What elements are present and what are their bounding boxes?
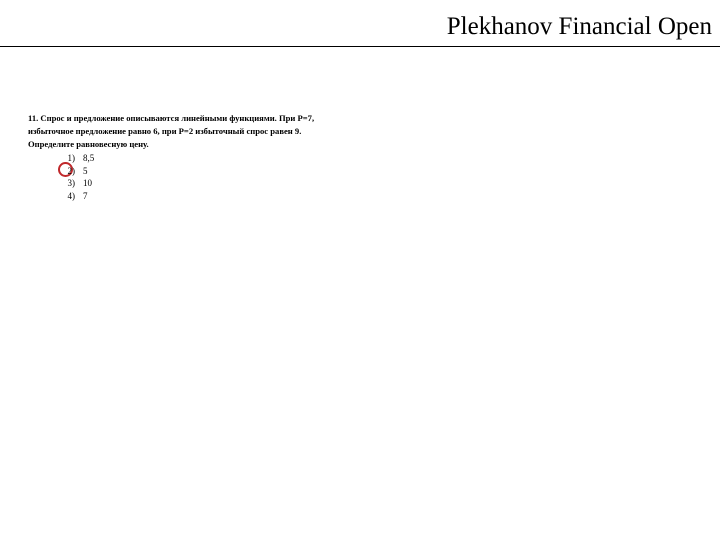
answer-number: 3) bbox=[67, 178, 75, 188]
answer-value: 10 bbox=[83, 178, 92, 188]
answer-value: 7 bbox=[83, 190, 88, 201]
answer-value: 5 bbox=[83, 165, 88, 176]
answer-option-1 bbox=[28, 152, 338, 165]
slide-title: Plekhanov Financial Open bbox=[446, 13, 712, 40]
answer-number: 1) bbox=[67, 153, 75, 163]
answer-number: 4) bbox=[67, 190, 75, 201]
answer-option-3 bbox=[28, 177, 338, 190]
answer-option-2 bbox=[28, 165, 338, 178]
answer-option-4 bbox=[28, 190, 338, 203]
question-block bbox=[28, 112, 338, 202]
header-divider bbox=[0, 46, 720, 47]
question-text: 11. Спрос и предложение описываются линейными функциями. При Р=7, избыточное предложение равно 6, при Р=2 избыточный спрос равен 9. Определите равновесную цену. bbox=[28, 113, 315, 149]
slide-header bbox=[0, 0, 720, 47]
answer-list bbox=[28, 152, 338, 202]
answer-value: 8,5 bbox=[83, 153, 95, 163]
answer-number: 2) bbox=[67, 165, 75, 176]
